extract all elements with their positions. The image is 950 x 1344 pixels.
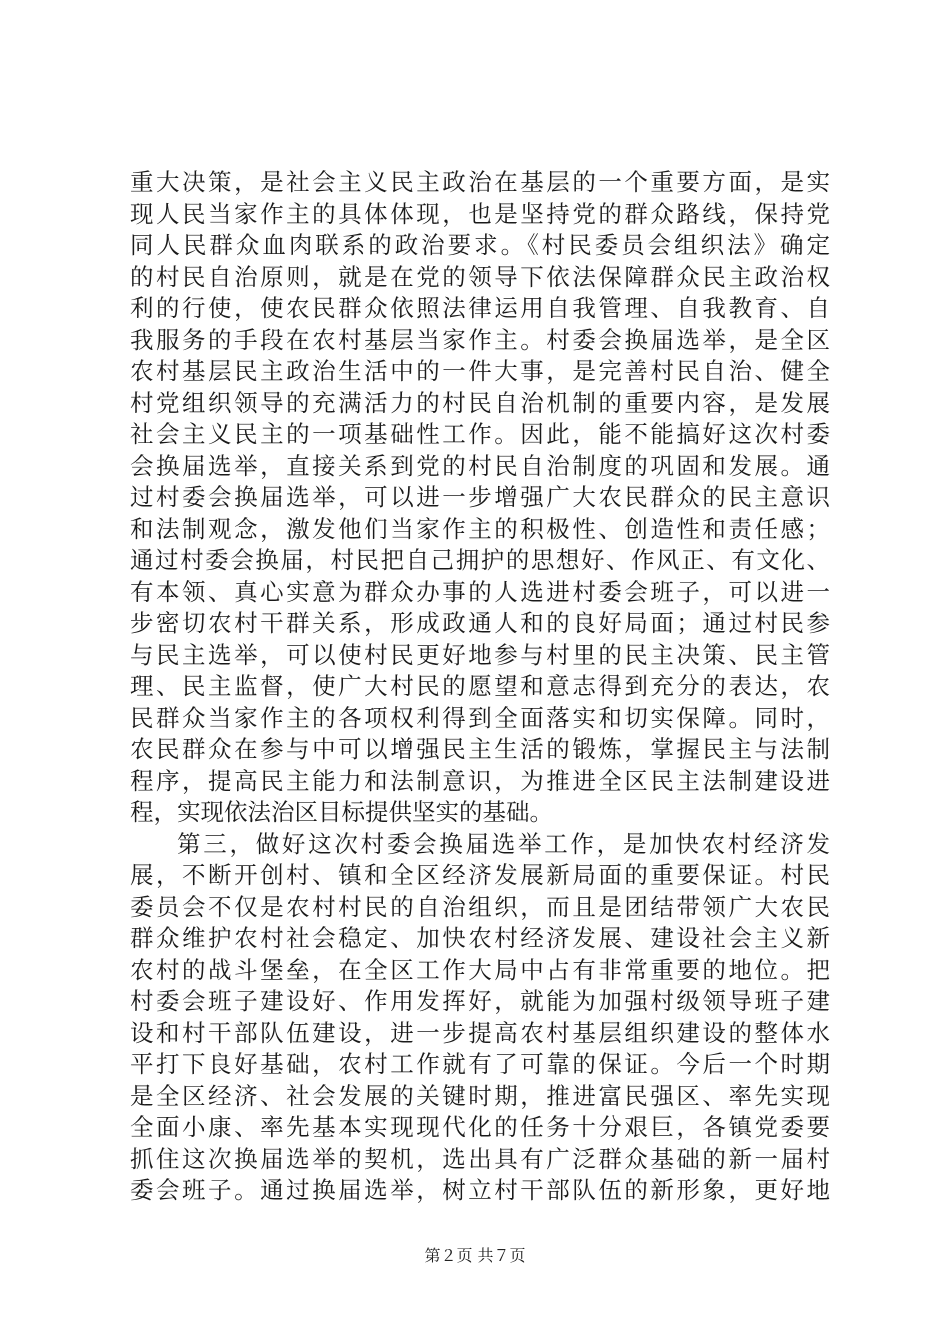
text-line: 农村的战斗堡垒，在全区工作大局中占有非常重要的地位。把 [130, 955, 830, 984]
text-line: 设和村干部队伍建设，进一步提高农村基层组织建设的整体水 [130, 1018, 830, 1047]
text-line: 利的行使，使农民群众依照法律运用自我管理、自我教育、自 [130, 294, 830, 322]
text-line: 群众维护农村社会稳定、加快农村经济发展、建设社会主义新 [130, 924, 830, 952]
text-line: 过村委会换届选举，可以进一步增强广大农民群众的民主意识 [130, 483, 830, 511]
text-line: 委会班子。通过换届选举，树立村干部队伍的新形象，更好地 [130, 1176, 830, 1204]
text-line: 有本领、真心实意为群众办事的人选进村委会班子，可以进一 [130, 577, 830, 606]
text-line: 步密切农村干群关系，形成政通人和的良好局面；通过村民参 [130, 609, 830, 637]
text-line: 展，不断开创村、镇和全区经济发展新局面的重要保证。村民 [130, 861, 830, 889]
text-line: 程序，提高民主能力和法制意识，为推进全区民主法制建设进 [130, 766, 830, 795]
text-line: 农民群众在参与中可以增强民主生活的锻炼，掌握民主与法制 [130, 735, 830, 763]
text-line: 与民主选举，可以使村民更好地参与村里的民主决策、民主管 [130, 640, 830, 669]
paragraph-start-line: 第三，做好这次村委会换届选举工作，是加快农村经济发 [177, 829, 830, 858]
text-line: 和法制观念，激发他们当家作主的积极性、创造性和责任感； [130, 514, 830, 543]
page-number-footer: 第２页 共７页 [424, 1246, 526, 1265]
text-line: 社会主义民主的一项基础性工作。因此，能不能搞好这次村委 [130, 420, 830, 448]
paragraph-end-line: 程，实现依法治区目标提供坚实的基础。 [130, 798, 553, 826]
text-line: 理、民主监督，使广大村民的愿望和意志得到充分的表达，农 [130, 672, 830, 700]
text-line: 农村基层民主政治生活中的一件大事，是完善村民自治、健全 [130, 357, 830, 385]
text-line: 重大决策，是社会主义民主政治在基层的一个重要方面，是实 [130, 168, 830, 196]
text-line: 的村民自治原则，就是在党的领导下依法保障群众民主政治权 [130, 262, 830, 291]
text-line: 平打下良好基础，农村工作就有了可靠的保证。今后一个时期 [130, 1050, 830, 1078]
text-line: 会换届选举，直接关系到党的村民自治制度的巩固和发展。通 [130, 451, 830, 480]
text-line: 村委会班子建设好、作用发挥好，就能为加强村级领导班子建 [130, 987, 830, 1015]
text-line: 我服务的手段在农村基层当家作主。村委会换届选举，是全区 [130, 325, 830, 354]
text-line: 全面小康、率先基本实现现代化的任务十分艰巨，各镇党委要 [130, 1113, 830, 1141]
text-line: 抓住这次换届选举的契机，选出具有广泛群众基础的新一届村 [130, 1144, 830, 1173]
text-line: 民群众当家作主的各项权利得到全面落实和切实保障。同时， [130, 703, 830, 732]
text-line: 村党组织领导的充满活力的村民自治机制的重要内容，是发展 [130, 388, 830, 417]
text-line: 通过村委会换届，村民把自己拥护的思想好、作风正、有文化、 [130, 546, 830, 574]
text-line: 现人民当家作主的具体体现，也是坚持党的群众路线，保持党 [130, 199, 830, 228]
text-line: 委员会不仅是农村村民的自治组织，而且是团结带领广大农民 [130, 892, 830, 921]
text-line: 是全区经济、社会发展的关键时期，推进富民强区、率先实现 [130, 1081, 830, 1110]
document-body [130, 167, 830, 1207]
text-line: 同人民群众血肉联系的政治要求。《村民委员会组织法》确定 [130, 231, 830, 259]
